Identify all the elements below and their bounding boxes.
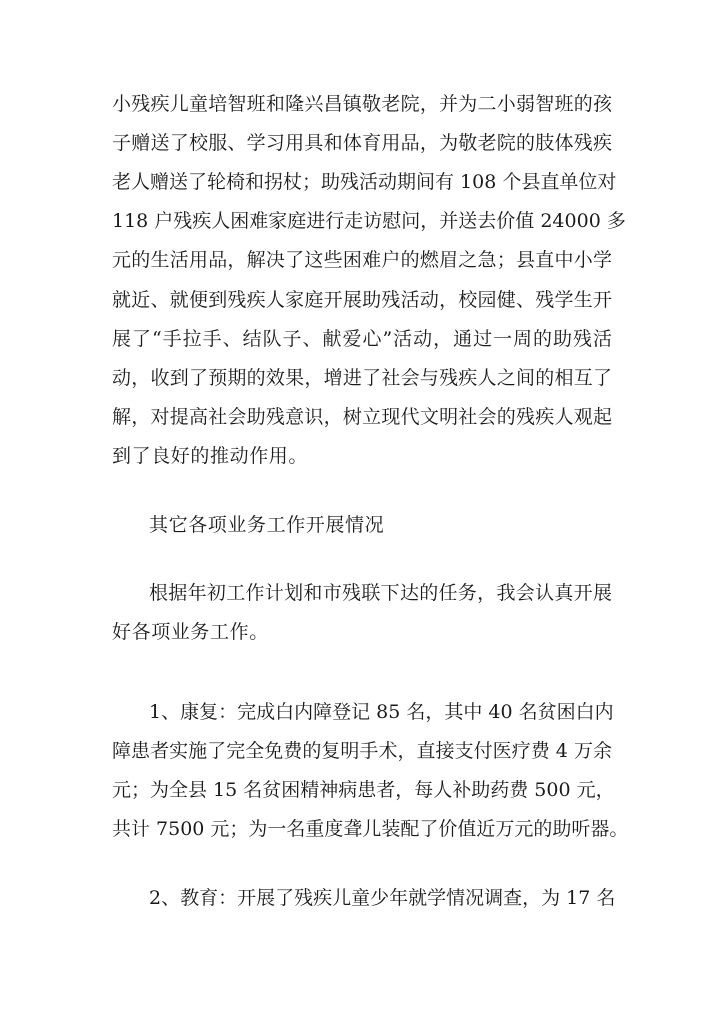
paragraph-3-line-3: 元；为全县 15 名贫困精神病患者，每人补助药费 500 元， [112, 779, 615, 801]
paragraph-3-line-4: 共计 7500 元；为一名重度聋儿装配了价值近万元的助听器。 [112, 818, 629, 840]
paragraph-1-line-4: 118 户残疾人困难家庭进行走访慰问，并送去价值 24000 多 [112, 210, 626, 232]
paragraph-2-line-1: 根据年初工作计划和市残联下达的任务，我会认真开展 [149, 582, 612, 604]
paragraph-1-line-6: 就近、就便到残疾人家庭开展助残活动，校园健、残学生开 [112, 289, 612, 311]
section-heading: 其它各项业务工作开展情况 [149, 514, 385, 536]
paragraph-1-line-1: 小残疾儿童培智班和隆兴昌镇敬老院，并为二小弱智班的孩 [112, 93, 612, 115]
paragraph-3-line-2: 障患者实施了完全免费的复明手术，直接支付医疗费 4 万余 [112, 740, 612, 762]
paragraph-1-line-7: 展了“手拉手、结队子、献爱心”活动，通过一周的助残活 [112, 328, 612, 350]
paragraph-1-line-9: 解，对提高社会助残意识，树立现代文明社会的残疾人观起 [112, 406, 612, 428]
paragraph-4-line-1: 2、教育：开展了残疾儿童少年就学情况调查，为 17 名 [149, 887, 616, 909]
paragraph-1-line-3: 老人赠送了轮椅和拐杖；助残活动期间有 108 个县直单位对 [112, 171, 617, 193]
paragraph-1-line-2: 子赠送了校服、学习用具和体育用品，为敬老院的肢体残疾 [112, 132, 612, 154]
paragraph-1-line-10: 到了良好的推动作用。 [112, 445, 309, 467]
paragraph-1-line-5: 元的生活用品，解决了这些困难户的燃眉之急；县直中小学 [112, 249, 612, 271]
paragraph-3-line-1: 1、康复：完成白内障登记 85 名，其中 40 名贫困白内 [149, 701, 614, 723]
paragraph-2-line-2: 好各项业务工作。 [112, 621, 269, 643]
paragraph-1-line-8: 动，收到了预期的效果，增进了社会与残疾人之间的相互了 [112, 367, 612, 389]
